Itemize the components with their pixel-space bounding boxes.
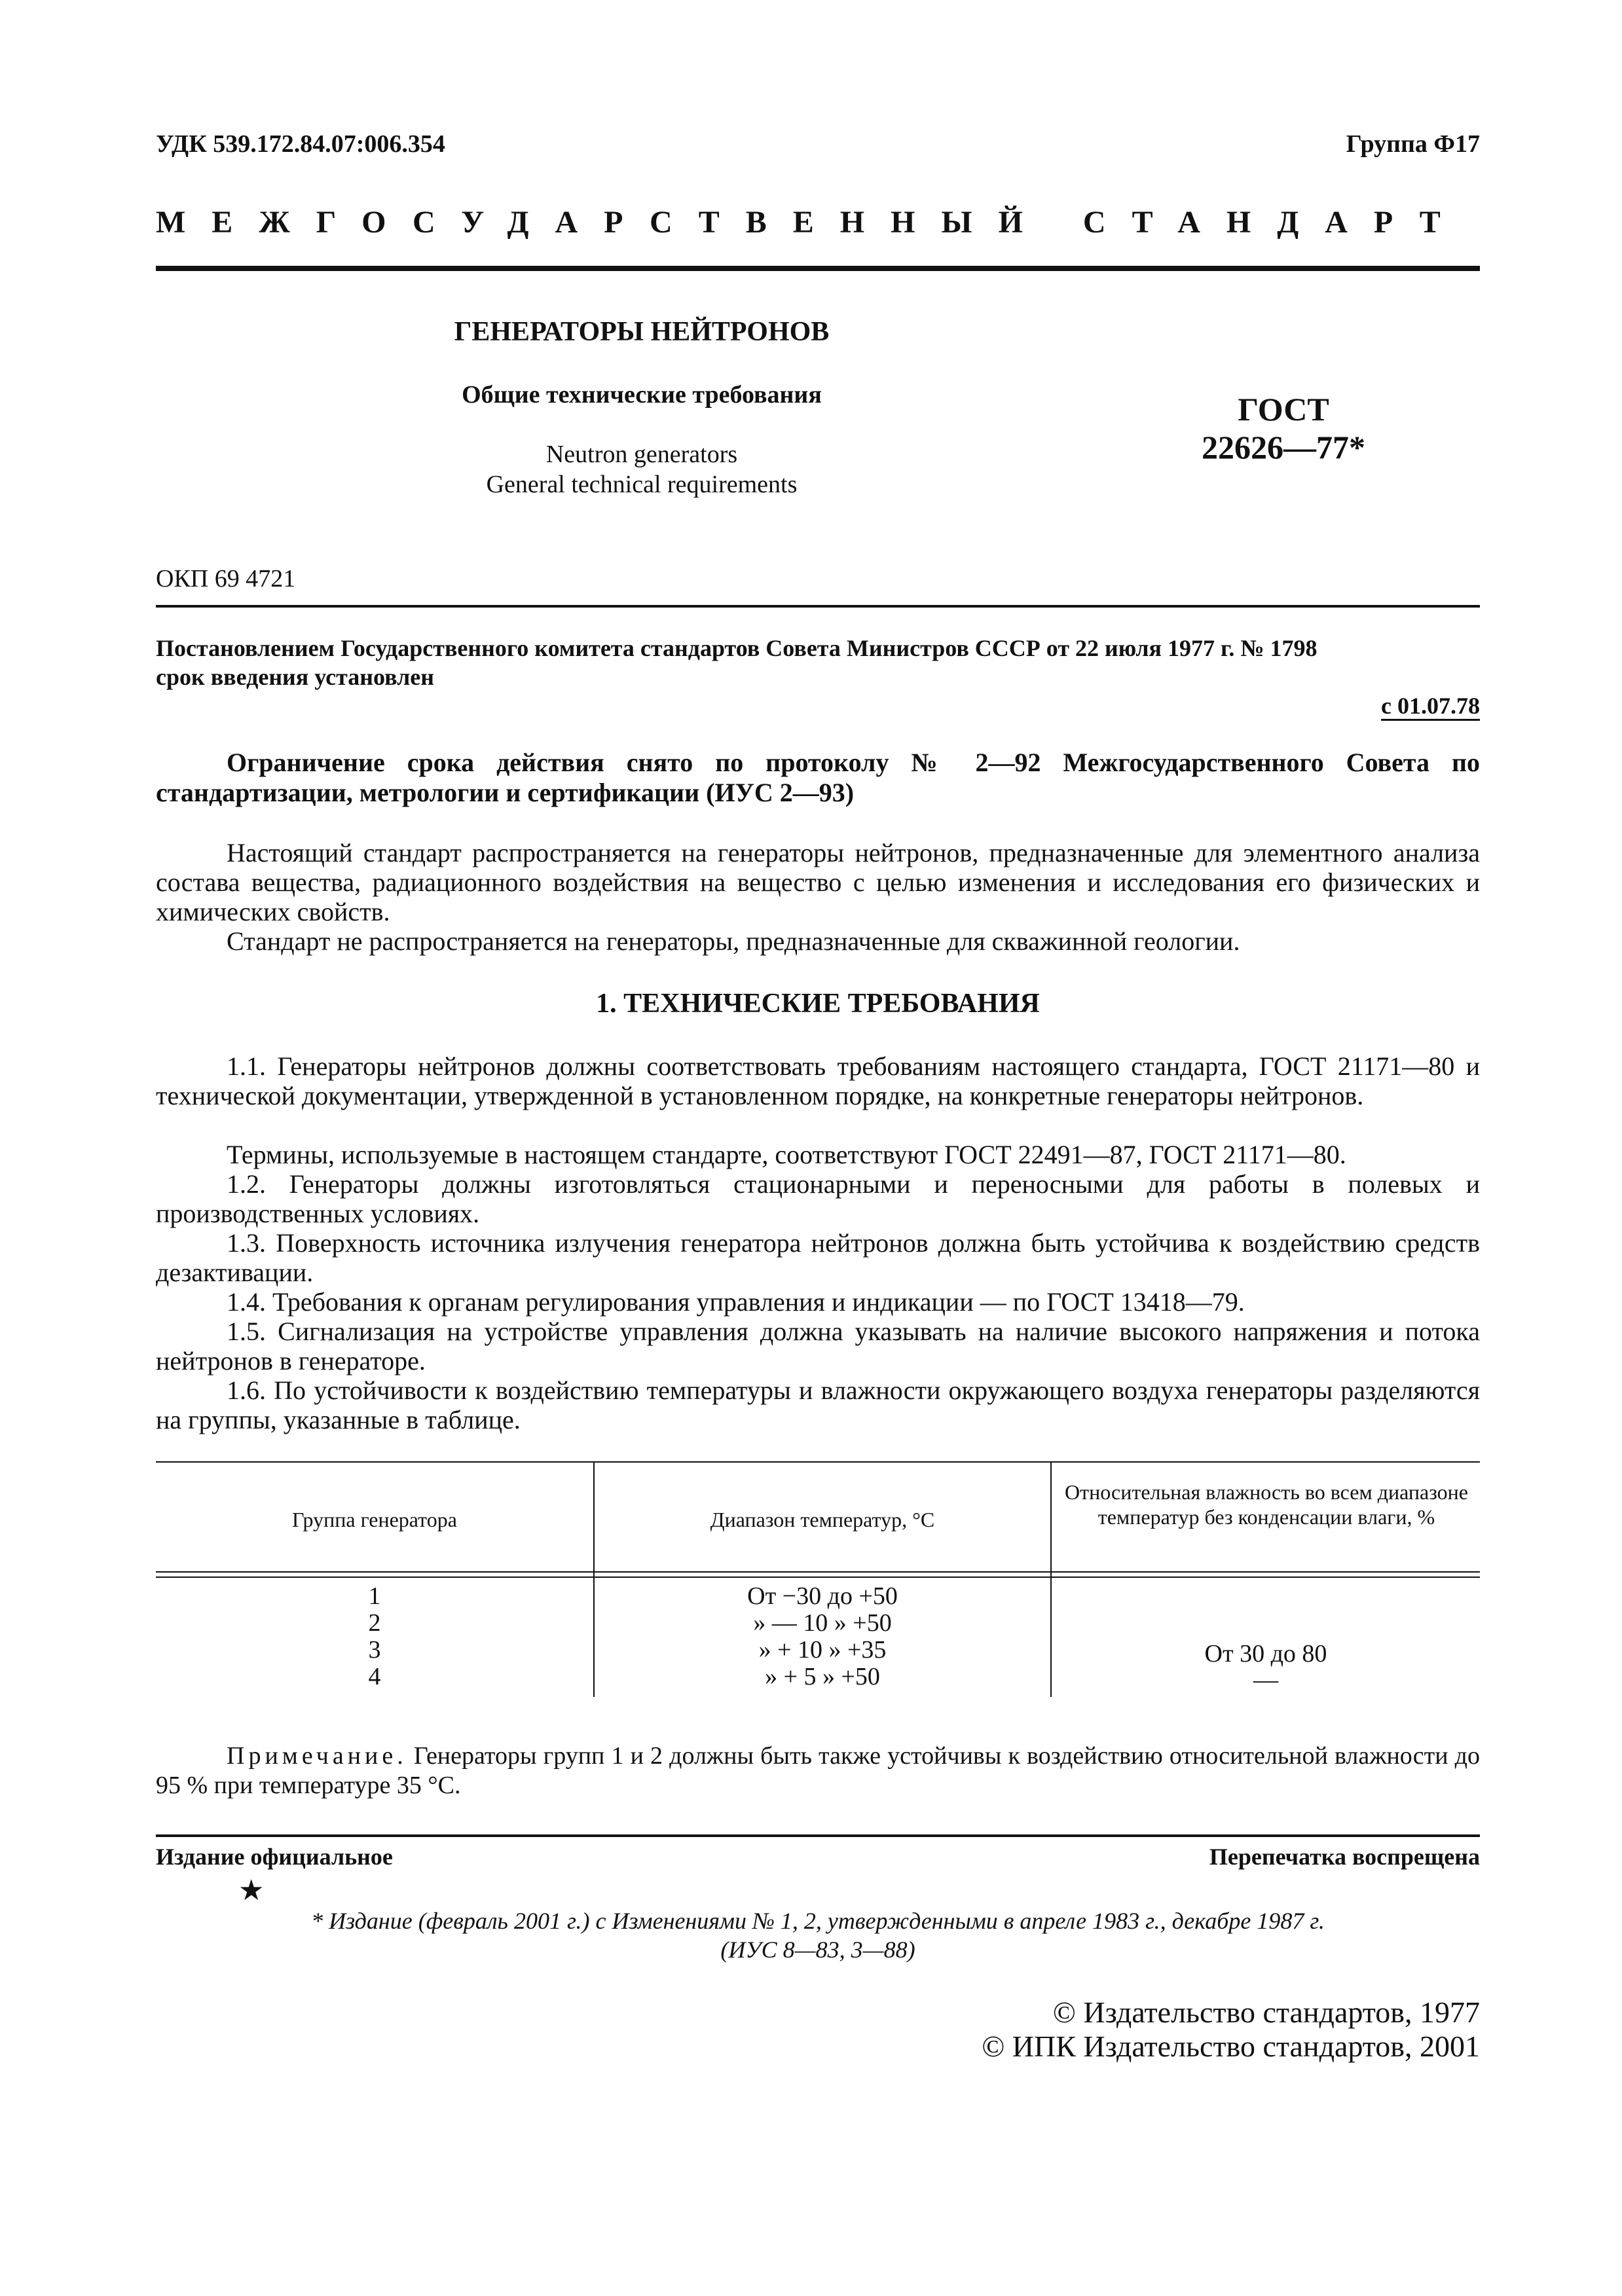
table-row-1-range: От −30 до +50 [747,1582,898,1610]
clause-1-4: 1.4. Требования к органам регулирования управления и индикации — по ГОСТ 13418—79. [227,1287,1245,1317]
table-humidity-4: — [1253,1666,1278,1694]
clause-1-2: 1.2. Генераторы должны изготовляться стационарными и переносными для работы в полевых и производственных условиях. [156,1169,1480,1228]
decree-text: Постановлением Государственного комитета стандартов Совета Министров СССР от 22 июля 1977 г. № 1798 [156,635,1318,661]
clause-1-6: 1.6. По устойчивости к воздействию температуры и влажности окружающего воздуха генераторы разделяются на группы, указанные в таблице. [156,1376,1480,1434]
standard-banner: МЕЖГОСУДАРСТВЕННЫЙ СТАНДАРТ [156,205,1467,240]
table-note [156,1741,1480,1800]
header-rule [156,266,1480,271]
group-code: Группа Ф17 [1346,130,1480,158]
table-humidity-1-3: От 30 до 80 [1204,1640,1327,1667]
clause-1-3: 1.3. Поверхность источника излучения генератора нейтронов должна быть устойчива к воздействию средств дезактивации. [156,1228,1480,1287]
table-row-3-group: 3 [368,1636,381,1664]
table-top-rule [156,1461,1480,1463]
restriction-note: Ограничение срока действия снято по протоколу № 2—92 Межгосударственного Совета по стандартизации, метрологии и сертификации (ИУС 2—93) [156,748,1480,807]
gost-number: 22626—77* [1202,429,1365,465]
table-header-rule-2 [156,1576,1480,1578]
table-row-4-group: 4 [368,1663,381,1690]
clause-1-5: 1.5. Сигнализация на устройстве управления должна указывать на наличие высокого напряжения и потока нейтронов в генераторе. [156,1317,1480,1376]
edition-note-line-1: * Издание (февраль 2001 г.) с Изменениями № 1, 2, утвержденными в апреле 1983 г., декабре 1987 г. [311,1908,1325,1934]
clause-terms: Термины, используемые в настоящем стандарте, соответствуют ГОСТ 22491—87, ГОСТ 21171—80. [227,1140,1346,1169]
table-row-1-group: 1 [368,1582,381,1610]
table-row-3-range: » + 10 » +35 [758,1636,887,1664]
section-heading: 1. ТЕХНИЧЕСКИЕ ТРЕБОВАНИЯ [596,989,1040,1019]
intro-paragraph-2: Стандарт не распространяется на генераторы, предназначенные для скважинной геологии. [227,926,1240,956]
star-icon: ★ [238,1874,265,1906]
clause-1-1: 1.1. Генераторы нейтронов должны соответствовать требованиям настоящего стандарта, ГОСТ 21171—80 и технической документации, утвержденной в установленном порядке, на конкретные генераторы нейтронов. [156,1051,1480,1110]
reprint-prohibited: Перепечатка воспрещена [1209,1844,1480,1870]
table-row-4-range: » + 5 » +50 [765,1663,880,1690]
decree-term-label: срок введения установлен [156,664,435,690]
intro-paragraph-1: Настоящий стандарт распространяется на генераторы нейтронов, предназначенные для элементного анализа состава вещества, радиационного воздействия на вещество с целью изменения и исследования его физических и химических свойств. [156,838,1480,926]
okp-rule [156,605,1480,608]
title-main: ГЕНЕРАТОРЫ НЕЙТРОНОВ [454,317,830,347]
note-text: Генераторы групп 1 и 2 должны быть также устойчивы к воздействию относительной влажности до 95 % при температуре 35 °С. [156,1742,1480,1799]
note-label: Примечание. [227,1742,407,1770]
table-header-rule-1 [156,1571,1480,1573]
table-row-2-range: » — 10 » +50 [753,1609,892,1637]
title-sub: Общие технические требования [462,381,822,409]
udk-code: УДК 539.172.84.07:006.354 [156,130,445,158]
decree-date: с 01.07.78 [1381,693,1480,719]
table-header-temperature: Диапазон температур, °С [710,1508,935,1531]
table-header-humidity: Относительная влажность во всем диапазоне температур без конденсации влаги, % [1065,1480,1468,1529]
table-row-2-group: 2 [368,1609,381,1637]
copyright-1977: © Издательство стандартов, 1977 [1052,1995,1480,2029]
title-en: Neutron generators [545,441,738,468]
okp-code: ОКП 69 4721 [156,565,296,592]
edition-note-line-2: (ИУС 8—83, 3—88) [720,1937,915,1963]
official-edition: Издание официальное [156,1844,393,1870]
copyright-2001: © ИПК Издательство стандартов, 2001 [982,2030,1480,2063]
gost-label: ГОСТ [1238,391,1329,428]
table-header-group: Группа генератора [292,1508,457,1531]
footer-rule [156,1834,1480,1837]
title-en-sub: General technical requirements [486,471,798,498]
